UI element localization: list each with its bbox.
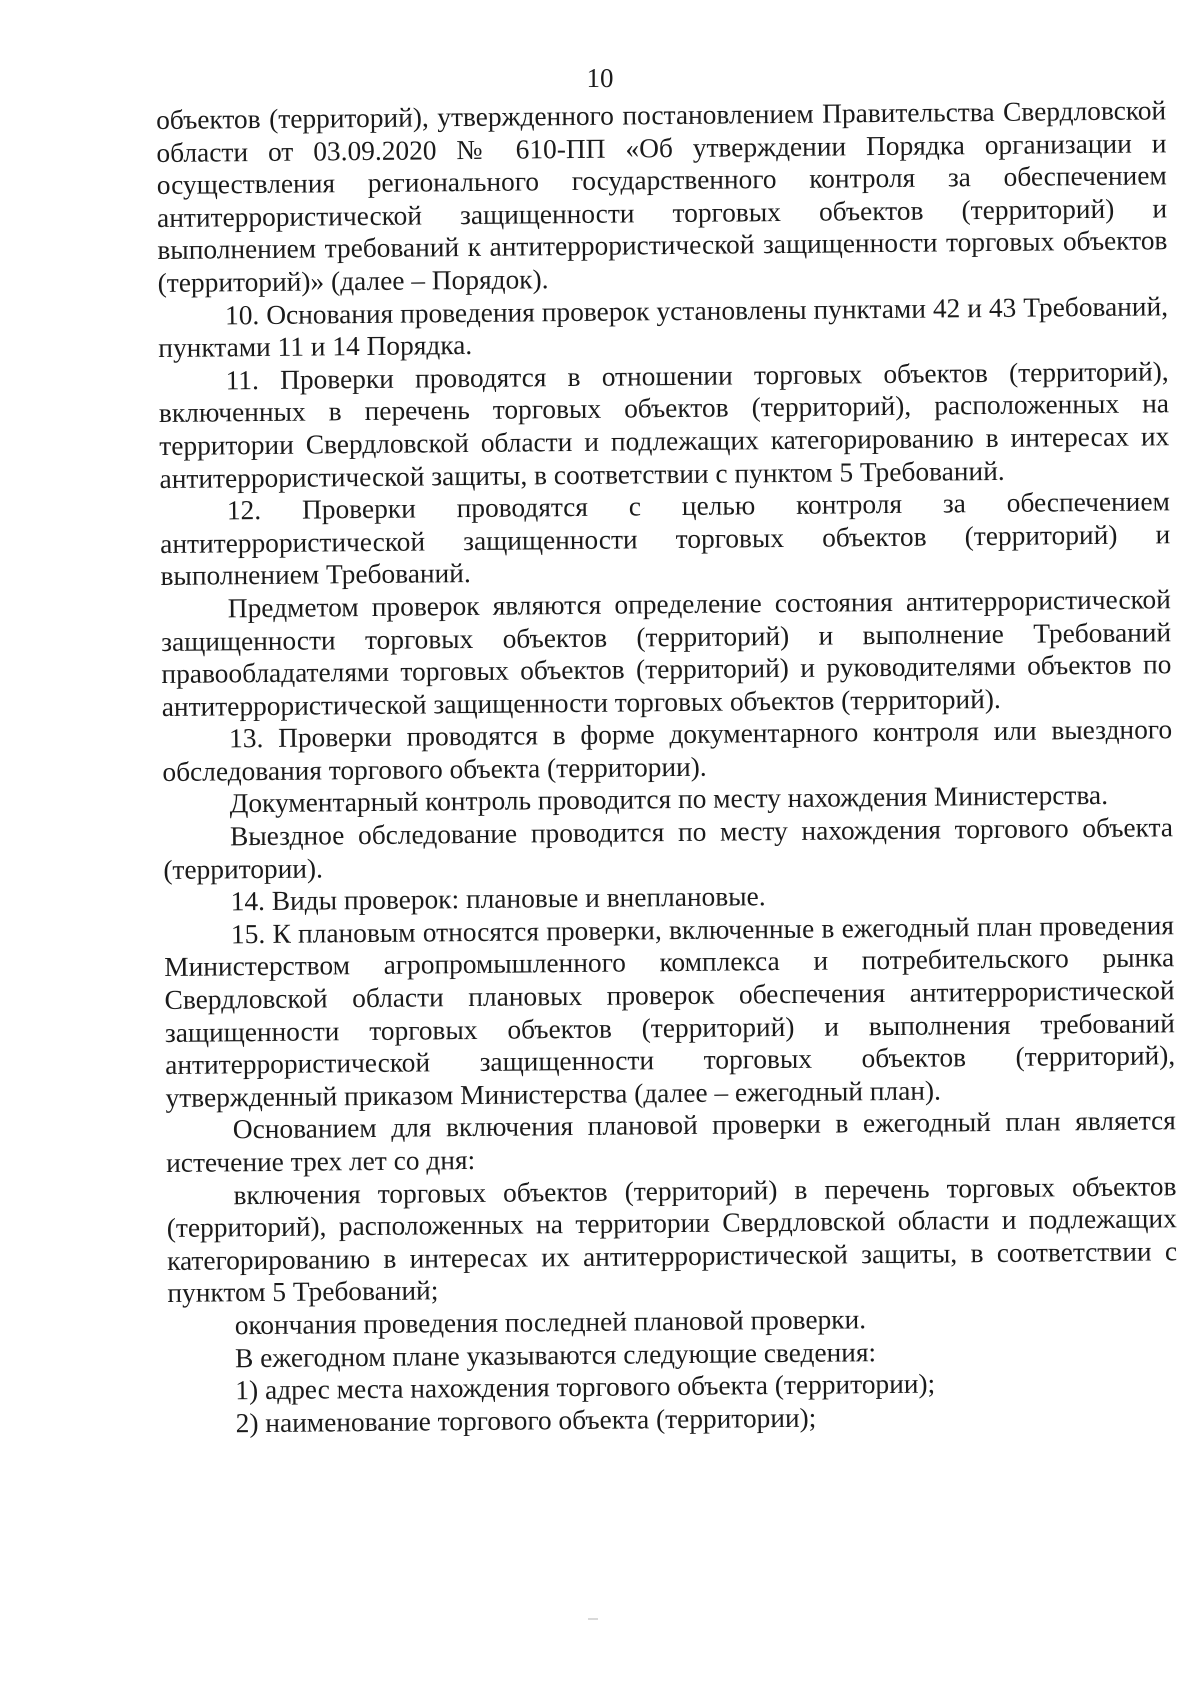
paragraph-basis: Основанием для включения плановой проверки в ежегодный план является истечение трех лет со дня: [166, 1105, 1176, 1178]
paragraph-12: 12. Проверки проводятся с целью контроля за обеспечением антитеррористической защищенности торговых объектов (территорий) и выполнением Требований. [160, 486, 1171, 592]
paragraph-field-inspection: Выездное обследование проводится по месту нахождения торгового объекта (территории). [163, 812, 1174, 885]
paragraph-14: 14. Виды проверок: плановые и внеплановые. [230, 881, 766, 917]
page-number: 10 [586, 63, 614, 93]
paragraph-inclusion: включения торговых объектов (территорий) в перечень торговых объектов (территорий), расположенных на территории Свердловской области и подлежащих категорированию в интересах их антитеррористической защиты, в соответствии с пунктом 5 Требований; [166, 1170, 1178, 1309]
paragraph-last-inspection: окончания проведения последней плановой проверки. [234, 1304, 867, 1341]
list-item-name: 2) наименование торгового объекта (территории); [235, 1402, 817, 1439]
paragraph-10: 10. Основания проведения проверок установлены пунктами 42 и 43 Требований, пунктами 11 и 14 Порядка. [158, 290, 1169, 364]
paragraph-11: 11. Проверки проводятся в отношении торговых объектов (территорий), включенных в перечень торговых объектов (территорий), расположенных на территории Свердловской области и подлежащих категорированию в интересах их антитеррористической защиты, в соответствии с пунктом 5 Требований. [158, 356, 1170, 494]
list-item-address: 1) адрес места нахождения торгового объекта (территории); [235, 1368, 936, 1406]
paragraph-documentary-control: Документарный контроль проводится по месту нахождения Министерства. [229, 780, 1109, 819]
paragraph-subject: Предметом проверок являются определение состояния антитеррористической защищенности торговых объектов (территорий) и выполнение Требований правообладателями торговых объектов (территорий) и руководителями объектов по антитеррористической защищенности торговых объектов (территорий). [161, 584, 1172, 722]
paragraph-13: 13. Проверки проводятся в форме документарного контроля или выездного обследования торгового объекта (территории). [162, 714, 1173, 787]
paragraph-15: 15. К плановым относятся проверки, включенные в ежегодный план проведения Министерством агропромышленного комплекса и потребительского рынка Свердловской области плановых проверок обеспечения антитеррористической защищенности торговых объектов (территорий) и выполнения требований антитеррористической защищенности торговых объектов (территорий), утвержденный приказом Министерства (далее – ежегодный план). [164, 910, 1176, 1113]
paragraph-continuation: объектов (территорий), утвержденного постановлением Правительства Свердловской области от 03.09.2020 № 610-ПП «Об утверждении Порядка организации и осуществления регионального государственного контроля за обеспечением антитеррористической защищенности торговых объектов (территорий) и выполнением требований к антитеррористической защищенности торговых объектов (территорий)» (далее – Порядок). [156, 95, 1168, 298]
document-body [156, 94, 1179, 1440]
scan-artifact [588, 1618, 598, 1620]
paragraph-plan-info: В ежегодном плане указываются следующие сведения: [234, 1336, 877, 1373]
